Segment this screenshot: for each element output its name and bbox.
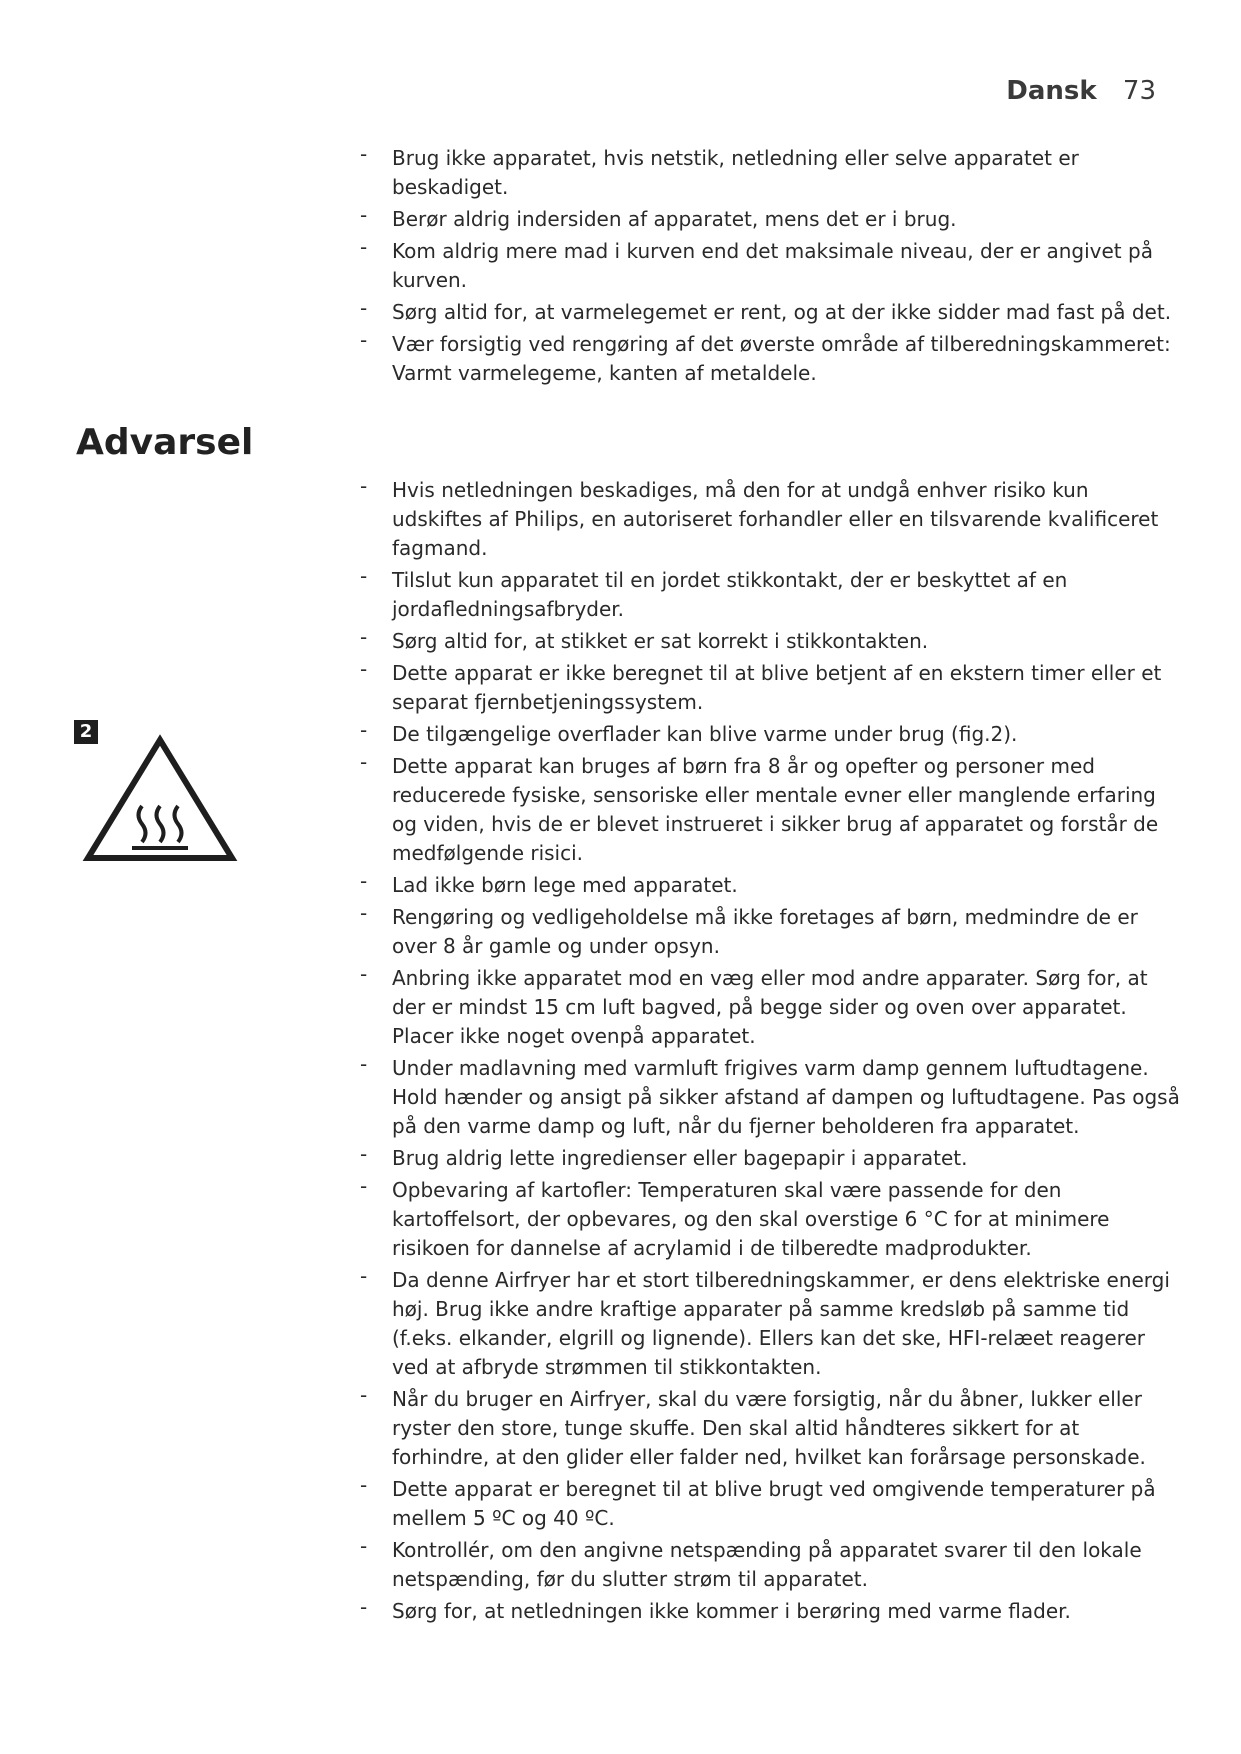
section-title: Advarsel — [76, 422, 254, 463]
list-item: - Anbring ikke apparatet mod en væg eller mod andre apparater. Sørg for, at der er mindst 15 cm luft bagved, på begge sider og oven over apparatet. Placer ikke noget ovenpå apparatet. — [360, 964, 1180, 1051]
hot-surface-warning-icon — [80, 730, 240, 870]
list-item: - Dette apparat kan bruges af børn fra 8 år og opefter og personer med reducerede fysiske, sensoriske eller mentale evner eller manglende erfaring og viden, hvis de er blevet instrueret i sikker brug af apparatet og forstår de medfølgende risici. — [360, 752, 1180, 868]
page-header — [1006, 76, 1156, 106]
list-item: - Sørg altid for, at stikket er sat korrekt i stikkontakten. — [360, 627, 1180, 656]
list-item: - Brug aldrig lette ingredienser eller bagepapir i apparatet. — [360, 1144, 1180, 1173]
warning-list — [360, 476, 1180, 1629]
list-item: - Rengøring og vedligeholdelse må ikke foretages af børn, medmindre de er over 8 år gamle og under opsyn. — [360, 903, 1180, 961]
list-item: - Under madlavning med varmluft frigives varm damp gennem luftudtagene. Hold hænder og ansigt på sikker afstand af dampen og luftudtagene. Pas også på den varme damp og luft, når du fjerner beholderen fra apparatet. — [360, 1054, 1180, 1141]
language-label: Dansk — [1006, 76, 1097, 106]
list-item: - Opbevaring af kartofler: Temperaturen skal være passende for den kartoffelsort, der opbevares, og den skal overstige 6 °C for at minimere risikoen for dannelse af acrylamid i de tilberedte madprodukter. — [360, 1176, 1180, 1263]
list-item: - Vær forsigtig ved rengøring af det øverste område af tilberedningskammeret: Varmt varmelegeme, kanten af metaldele. — [360, 330, 1180, 388]
precaution-list — [360, 144, 1180, 391]
list-item: - Tilslut kun apparatet til en jordet stikkontakt, der er beskyttet af en jordafledningsafbryder. — [360, 566, 1180, 624]
list-item: - Brug ikke apparatet, hvis netstik, netledning eller selve apparatet er beskadiget. — [360, 144, 1180, 202]
page-number: 73 — [1122, 76, 1156, 106]
list-item: - Hvis netledningen beskadiges, må den for at undgå enhver risiko kun udskiftes af Philips, en autoriseret forhandler eller en tilsvarende kvalificeret fagmand. — [360, 476, 1180, 563]
list-item: - Da denne Airfryer har et stort tilberedningskammer, er dens elektriske energi høj. Brug ikke andre kraftige apparater på samme kredsløb på samme tid (f.eks. elkander, elgrill og lignende). Ellers kan det ske, HFI-relæet reagerer ved at afbryde strømmen til stikkontakten. — [360, 1266, 1180, 1382]
list-item: - Kom aldrig mere mad i kurven end det maksimale niveau, der er angivet på kurven. — [360, 237, 1180, 295]
list-item: - Lad ikke børn lege med apparatet. — [360, 871, 1180, 900]
list-item: - Når du bruger en Airfryer, skal du være forsigtig, når du åbner, lukker eller ryster den store, tunge skuffe. Den skal altid håndteres sikkert for at forhindre, at den glider eller falder ned, hvilket kan forårsage personskade. — [360, 1385, 1180, 1472]
list-item: - Sørg altid for, at varmelegemet er rent, og at der ikke sidder mad fast på det. — [360, 298, 1180, 327]
list-item: - Sørg for, at netledningen ikke kommer i berøring med varme flader. — [360, 1597, 1180, 1626]
figure-number: 2 — [74, 720, 98, 744]
list-item: - Dette apparat er ikke beregnet til at blive betjent af en ekstern timer eller et separat fjernbetjeningssystem. — [360, 659, 1180, 717]
list-item: - Kontrollér, om den angivne netspænding på apparatet svarer til den lokale netspænding, før du slutter strøm til apparatet. — [360, 1536, 1180, 1594]
figure-2 — [74, 720, 244, 870]
list-item: - Dette apparat er beregnet til at blive brugt ved omgivende temperaturer på mellem 5 ºC og 40 ºC. — [360, 1475, 1180, 1533]
list-item: - De tilgængelige overflader kan blive varme under brug (fig.2). — [360, 720, 1180, 749]
list-item: - Berør aldrig indersiden af apparatet, mens det er i brug. — [360, 205, 1180, 234]
